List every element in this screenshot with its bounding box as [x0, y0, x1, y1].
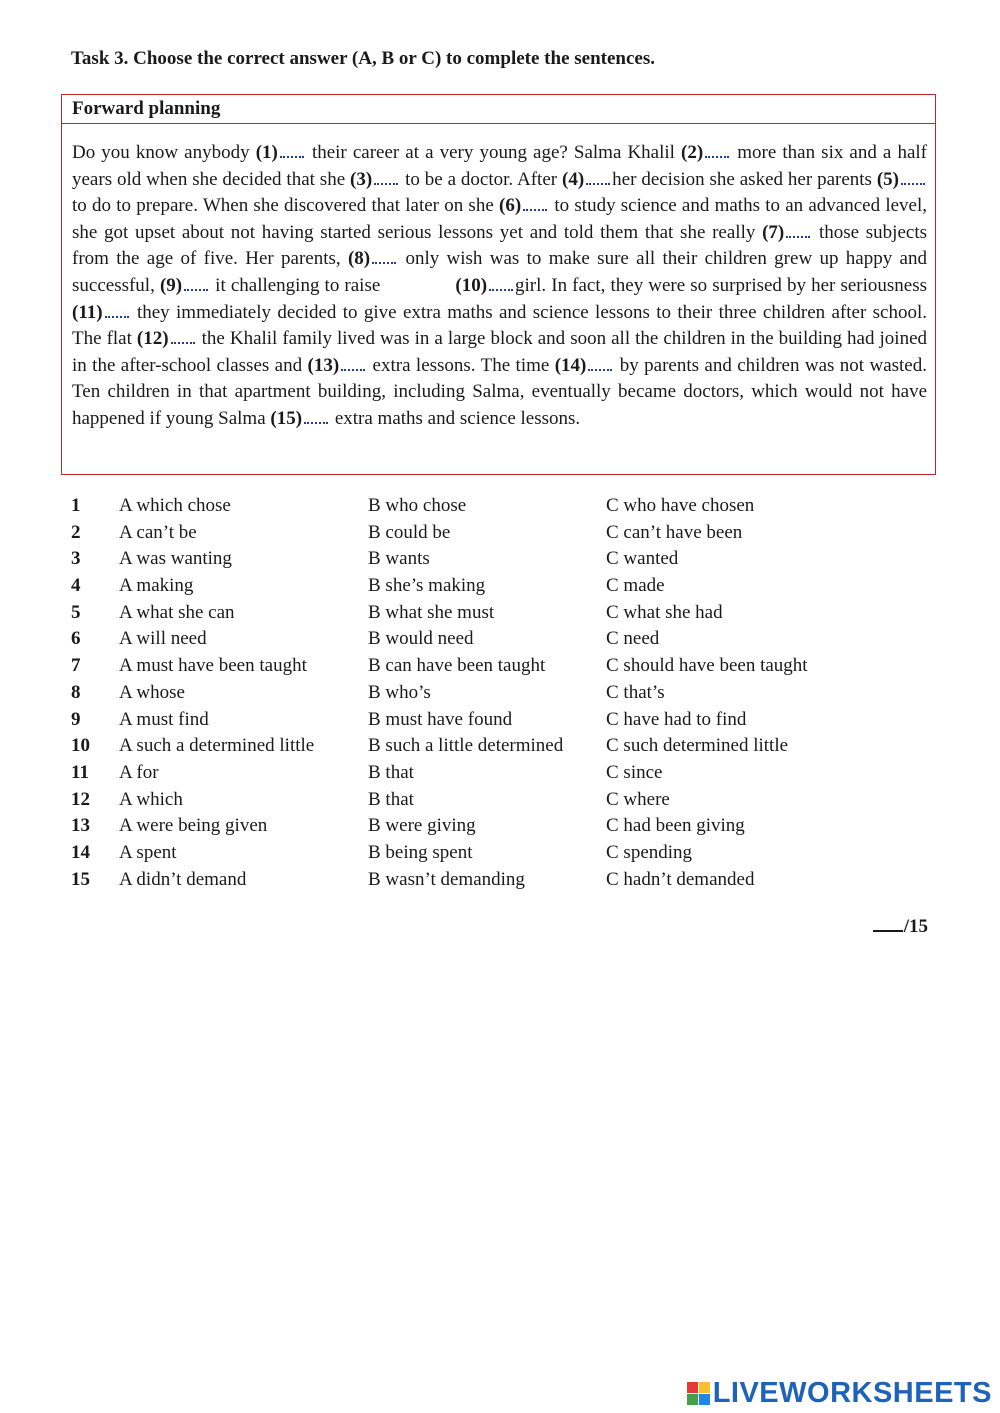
answer-gap[interactable] [901, 169, 925, 185]
passage-segment: girl. In fact, they were so surprised by her seriousness [515, 274, 927, 296]
option-a[interactable]: A which chose [119, 495, 231, 516]
answer-gap[interactable] [586, 169, 610, 185]
liveworksheets-logo [687, 1377, 992, 1410]
option-number: 12 [71, 788, 90, 810]
answer-gap[interactable] [786, 222, 810, 238]
passage-segment: only wish was to make sure all their children grew up happy and successful, [72, 248, 927, 296]
option-c[interactable]: C hadn’t demanded [606, 868, 755, 890]
option-row [71, 573, 931, 600]
option-b[interactable]: B that [368, 761, 414, 783]
gap-number: (10) [455, 274, 488, 296]
option-number: 6 [71, 628, 81, 650]
gap-number: (8) [347, 248, 371, 270]
passage-segment: to be a doctor. After [400, 168, 562, 190]
option-number: 11 [71, 761, 89, 783]
option-row [71, 867, 931, 894]
box-header: Forward planning [62, 95, 935, 124]
option-number: 7 [71, 655, 81, 677]
option-b[interactable]: B being spent [368, 841, 473, 863]
option-a[interactable]: A can’t be [119, 521, 197, 543]
option-a[interactable]: A was wanting [119, 548, 232, 570]
option-a[interactable]: A must have been taught [119, 655, 307, 677]
gap-number: (12) [136, 328, 169, 350]
option-number: 9 [71, 708, 81, 730]
answer-gap[interactable] [184, 275, 208, 291]
answer-gap[interactable] [304, 408, 328, 424]
option-a[interactable]: A such a determined little [119, 735, 315, 757]
option-b[interactable]: B she’s making [368, 575, 486, 597]
answer-gap[interactable] [588, 355, 612, 371]
logo-mark-icon [687, 1382, 710, 1405]
option-b[interactable]: B wasn’t demanding [368, 868, 525, 890]
option-b[interactable]: B can have been taught [368, 655, 546, 677]
score-blank[interactable] [873, 930, 903, 932]
option-number: 3 [71, 548, 81, 570]
option-b[interactable]: B were giving [368, 815, 476, 837]
option-number: 14 [71, 841, 90, 863]
logo-square [687, 1382, 698, 1393]
passage-segment: extra lessons. The time [367, 354, 555, 376]
logo-square [699, 1394, 710, 1405]
option-row [71, 520, 931, 547]
answer-gap[interactable] [705, 142, 729, 158]
passage-segment: more than six and a half years old when she decided that she [72, 142, 927, 190]
option-c[interactable]: C need [606, 628, 660, 650]
option-c[interactable]: C what she had [606, 601, 723, 623]
gap-number: (13) [307, 354, 340, 376]
gap-number: (11) [72, 301, 103, 323]
option-a[interactable]: A must find [119, 708, 209, 730]
passage-segment: to study science and maths to an advanced level, she got upset about not having started serious lessons yet and told them that she really [72, 195, 928, 243]
option-row [71, 626, 931, 653]
gap-number: (1) [255, 142, 278, 163]
option-a[interactable]: A what she can [119, 601, 235, 623]
option-b[interactable]: B could be [368, 521, 451, 543]
answer-gap[interactable] [372, 248, 396, 264]
answer-gap[interactable] [171, 328, 195, 344]
option-row [71, 707, 931, 734]
option-number: 5 [71, 601, 81, 623]
option-a[interactable]: A making [119, 575, 194, 597]
option-b[interactable]: B what she must [368, 601, 495, 623]
option-c[interactable]: C where [606, 788, 670, 810]
logo-square [687, 1394, 698, 1405]
option-b[interactable]: B would need [368, 628, 474, 650]
answer-gap[interactable] [489, 275, 513, 291]
option-row [71, 493, 931, 520]
option-c[interactable]: C should have been taught [606, 655, 808, 677]
option-row [71, 653, 931, 680]
option-number: 8 [71, 681, 81, 703]
gap-number: (14) [554, 354, 587, 376]
gap-number: (2) [681, 142, 704, 163]
option-row [71, 813, 931, 840]
option-a[interactable]: A didn’t demand [119, 868, 247, 890]
option-c[interactable]: C made [606, 575, 665, 597]
option-number: 4 [71, 575, 81, 597]
passage-segment: extra maths and science lessons. [330, 407, 581, 429]
logo-square [699, 1382, 710, 1393]
passage-segment: the Khalil family lived was in a large block and soon all the children in the building had joined in the after-school classes and [72, 328, 927, 376]
option-b[interactable]: B such a little determined [368, 735, 564, 757]
answer-options-list [71, 493, 931, 893]
option-b[interactable]: B who chose [368, 495, 467, 516]
option-c[interactable]: C since [606, 761, 663, 783]
gap-number: (7) [762, 221, 785, 243]
option-number: 1 [71, 495, 81, 516]
option-a[interactable]: A whose [119, 681, 185, 703]
answer-gap[interactable] [280, 142, 304, 158]
option-number: 15 [71, 868, 90, 890]
answer-gap[interactable] [105, 302, 129, 318]
answer-gap[interactable] [341, 355, 365, 371]
option-row [71, 787, 931, 814]
passage-segment: her decision she asked her parents [612, 168, 877, 190]
option-b[interactable]: B must have found [368, 708, 513, 730]
option-c[interactable]: C spending [606, 841, 693, 863]
passage-segment: to do to prepare. When she discovered that later on she [72, 195, 499, 217]
score-total: /15 [903, 916, 928, 937]
option-b[interactable]: B that [368, 788, 414, 810]
option-c[interactable]: C that’s [606, 681, 665, 703]
passage-segment: their career at a very young age? Salma Khalil [305, 142, 682, 163]
option-c[interactable]: C who have chosen [606, 495, 755, 516]
option-a[interactable]: A were being given [119, 815, 268, 837]
gap-number: (6) [499, 195, 522, 217]
option-c[interactable]: C wanted [606, 548, 679, 570]
option-b[interactable]: B wants [368, 548, 430, 570]
score-field [873, 916, 928, 938]
option-row [71, 680, 931, 707]
answer-gap[interactable] [523, 195, 547, 211]
option-row [71, 733, 931, 760]
option-b[interactable]: B who’s [368, 681, 431, 703]
option-number: 10 [71, 735, 90, 757]
passage-segment: by parents and children was not wasted. Ten children in that apartment building, including Salma, eventually became doctors, which would not have happened if young Salma [72, 354, 927, 429]
passage-segment: they immediately decided to give extra maths and science lessons to their three children after school. The flat [72, 301, 927, 350]
gap-number: (5) [876, 168, 899, 190]
gap-number: (4) [562, 168, 585, 190]
option-number: 2 [71, 521, 81, 543]
task-title: Task 3. Choose the correct answer (A, B or C) to complete the sentences. [71, 48, 655, 69]
option-c[interactable]: C had been giving [606, 815, 745, 837]
option-a[interactable]: A for [119, 761, 159, 783]
reading-box [61, 94, 936, 475]
passage-text [72, 140, 927, 433]
passage-segment: those subjects from the age of five. Her parents, [72, 221, 927, 270]
gap-number: (3) [350, 168, 373, 190]
logo-text: LIVEWORKSHEETS [712, 1377, 992, 1409]
option-c[interactable]: C have had to find [606, 708, 747, 730]
option-c[interactable]: C can’t have been [606, 521, 743, 543]
gap-number: (9) [159, 274, 183, 296]
option-c[interactable]: C such determined little [606, 735, 789, 757]
option-row [71, 840, 931, 867]
option-number: 13 [71, 815, 90, 837]
answer-gap[interactable] [374, 169, 398, 185]
passage-segment: it challenging to raise [210, 274, 386, 296]
option-a[interactable]: A will need [119, 628, 207, 650]
option-row [71, 546, 931, 573]
gap-number: (15) [270, 407, 303, 429]
option-row [71, 760, 931, 787]
option-a[interactable]: A which [119, 788, 183, 810]
passage-segment: Do you know anybody [72, 142, 256, 163]
option-row [71, 600, 931, 627]
option-a[interactable]: A spent [119, 841, 177, 863]
